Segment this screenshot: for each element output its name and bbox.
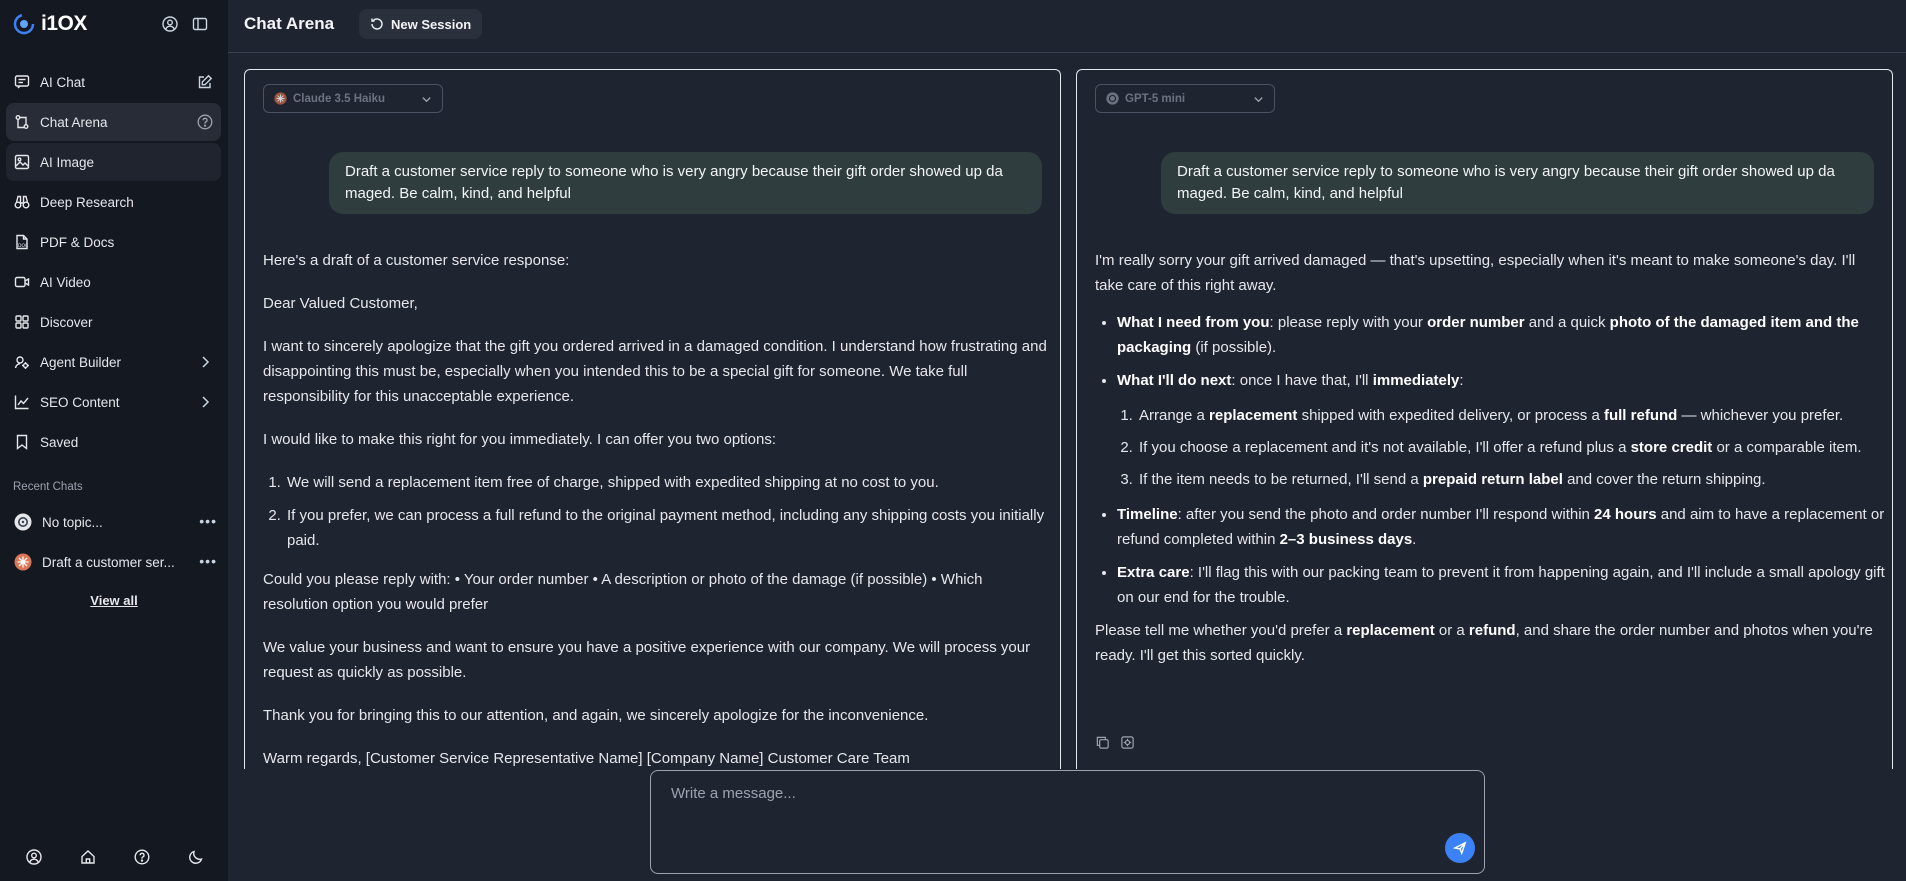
- bold-label: What I'll do next: [1117, 372, 1232, 389]
- message-paragraph: Thank you for bringing this to our attention, and again, we sincerely apologize for the inconvenience.: [263, 707, 929, 724]
- message-paragraph: I'm really sorry your gift arrived damaged — that's upsetting, especially when it's meant to make someone's day. I'll take care of this right away.: [1095, 252, 1856, 294]
- settings-icon[interactable]: [1120, 735, 1135, 750]
- model-selector[interactable]: [1095, 84, 1275, 113]
- list-item: [1137, 435, 1885, 460]
- bold-text: prepaid return label: [1422, 471, 1563, 488]
- message-paragraph: Could you please reply with: • Your order number • A description or photo of the damage (if possible) • Which resolution option you would prefer: [263, 571, 983, 613]
- bold-text: replacement: [1346, 622, 1435, 639]
- brand[interactable]: [13, 12, 87, 36]
- sidebar-item-chat-arena[interactable]: [6, 103, 221, 141]
- text: If you choose a replacement and it's not available, I'll offer a refund plus a: [1139, 439, 1631, 456]
- text: Please tell me whether you'd prefer a: [1095, 622, 1347, 639]
- text: , and share the order number and photos when you're ready. I'll get this sorted quickly.: [1095, 622, 1873, 664]
- sidebar-item-agent-builder[interactable]: [6, 343, 221, 381]
- new-session-label: New Session: [391, 16, 472, 32]
- chat-icon: [14, 74, 30, 90]
- list-item: 1. We will send a replacement item free of charge, shipped with expedited shipping at no cost to you.: [285, 470, 1048, 495]
- text: : once I have that, I'll: [1231, 372, 1373, 389]
- text: Arrange a: [1139, 407, 1210, 424]
- assistant-message: [1095, 248, 1885, 686]
- sidebar-item-label: Chat Arena: [40, 114, 108, 130]
- bold-text: 24 hours: [1594, 506, 1657, 523]
- text: or a: [1434, 622, 1469, 639]
- sidebar-toggle-icon[interactable]: [192, 16, 208, 32]
- page-title: Chat Arena: [244, 14, 335, 33]
- list-item: [1117, 310, 1885, 360]
- help-icon[interactable]: [197, 114, 213, 130]
- bold-text: store credit: [1630, 439, 1713, 456]
- message-paragraph: Dear Valued Customer,: [263, 295, 418, 312]
- message-paragraph: Warm regards, [Customer Service Representative Name] [Company Name] Customer Care Team: [263, 750, 910, 767]
- options-list: [263, 470, 1048, 553]
- message-paragraph: I want to sincerely apologize that the gift you ordered arrived in a damaged condition. I understand how frustrating and disappointing this must be, especially when you intended this to be a special gift for someone. We take full responsibility for this unacceptable experience.: [263, 338, 1047, 405]
- text: shipped with expedited delivery, or process a: [1297, 407, 1604, 424]
- grid-icon: [14, 314, 30, 330]
- view-all-link[interactable]: View all: [90, 593, 138, 608]
- message-paragraph: [1095, 618, 1885, 668]
- more-icon[interactable]: •••: [199, 513, 217, 529]
- message-paragraph: I would like to make this right for you immediately. I can offer you two options:: [263, 431, 777, 448]
- bold-label: Extra care: [1117, 564, 1190, 581]
- message-paragraph: We value your business and want to ensure you have a positive experience with our company. We will process your request as quickly as possible.: [263, 639, 1031, 681]
- claude-icon: [274, 92, 287, 105]
- sidebar-item-label: AI Video: [40, 274, 91, 290]
- text: :: [1459, 372, 1464, 389]
- bookmark-icon: [14, 434, 30, 450]
- list-item: [1137, 403, 1885, 428]
- bold-text: order number: [1427, 314, 1525, 331]
- openai-icon: [14, 513, 32, 531]
- agent-icon: [14, 354, 30, 370]
- brand-name: i1OX: [41, 12, 87, 35]
- message-paragraph: Here's a draft of a customer service response:: [263, 252, 570, 269]
- text: If the item needs to be returned, I'll send a: [1139, 471, 1423, 488]
- binoculars-icon: [14, 194, 30, 210]
- steps-list: [1117, 403, 1885, 492]
- bullet-list: [1095, 310, 1885, 610]
- list-item: [1117, 560, 1885, 610]
- sidebar-item-deep-research[interactable]: [6, 183, 221, 221]
- copy-icon[interactable]: [1095, 735, 1110, 750]
- sidebar: [0, 0, 228, 881]
- recent-chat-item[interactable]: [6, 542, 221, 582]
- text: and aim to have a replacement or refund completed within: [1117, 506, 1885, 548]
- sidebar-item-ai-chat[interactable]: [6, 63, 221, 101]
- recent-chat-item[interactable]: [6, 502, 221, 542]
- user-message: Draft a customer service reply to someone who is very angry because their gift order showed up da maged. Be calm, kind, and helpful: [1161, 152, 1874, 214]
- sidebar-item-ai-image[interactable]: [6, 143, 221, 181]
- chevron-right-icon: [197, 394, 213, 410]
- image-icon: [14, 154, 30, 170]
- refresh-icon: [370, 17, 384, 31]
- assistant-message: [263, 248, 1048, 769]
- sidebar-item-label: SEO Content: [40, 394, 120, 410]
- chevron-down-icon: [1253, 94, 1264, 105]
- message-composer: [650, 770, 1485, 874]
- bold-text: photo of the damaged item and the packaging: [1117, 314, 1859, 356]
- user-message: Draft a customer service reply to someone who is very angry because their gift order showed up da maged. Be calm, kind, and helpful: [329, 152, 1042, 214]
- home-icon[interactable]: [80, 849, 96, 865]
- send-button[interactable]: [1445, 833, 1475, 863]
- top-bar: [228, 0, 1906, 53]
- text: : after you send the photo and order number I'll respond within: [1177, 506, 1595, 523]
- text: — whichever you prefer.: [1677, 407, 1844, 424]
- openai-icon: [1106, 92, 1119, 105]
- sidebar-item-seo-content[interactable]: [6, 383, 221, 421]
- list-item: [1137, 467, 1885, 492]
- model-name: GPT-5 mini: [1125, 92, 1186, 105]
- recent-chats-heading: Recent Chats: [13, 481, 83, 493]
- logo-icon: [13, 13, 35, 35]
- bold-text: full refund: [1603, 407, 1678, 424]
- profile-icon[interactable]: [26, 849, 42, 865]
- send-icon: [1453, 841, 1467, 855]
- text: or a comparable item.: [1712, 439, 1862, 456]
- moon-icon[interactable]: [188, 849, 204, 865]
- bold-text: 2–3 business days: [1279, 531, 1413, 548]
- recent-chats: [6, 502, 221, 582]
- list-item: 2. If you prefer, we can process a full refund to the original payment method, including any shipping costs you initially paid.: [285, 503, 1048, 553]
- recent-chat-label: No topic...: [42, 514, 103, 530]
- sidebar-item-saved[interactable]: [6, 423, 221, 461]
- sidebar-item-label: AI Image: [40, 154, 95, 170]
- text: .: [1412, 531, 1417, 548]
- arena-panel-right: [1076, 69, 1893, 769]
- help-icon[interactable]: [134, 849, 150, 865]
- list-item: [1117, 368, 1885, 492]
- chevron-down-icon: [421, 94, 432, 105]
- text: and cover the return shipping.: [1562, 471, 1766, 488]
- sidebar-item-discover[interactable]: [6, 303, 221, 341]
- bold-text: replacement: [1209, 407, 1298, 424]
- sidebar-item-pdf-docs[interactable]: [6, 223, 221, 261]
- edit-icon[interactable]: [197, 74, 213, 90]
- message-input[interactable]: [671, 785, 1451, 802]
- bold-text: refund: [1468, 622, 1516, 639]
- bold-text: immediately: [1372, 372, 1460, 389]
- svg-text:DOC: DOC: [18, 244, 29, 249]
- text: and a quick: [1524, 314, 1610, 331]
- message-actions: [1095, 735, 1135, 750]
- chart-icon: [14, 394, 30, 410]
- recent-chat-label: Draft a customer ser...: [42, 554, 175, 570]
- claude-icon: [14, 553, 32, 571]
- sidebar-nav: [6, 63, 221, 463]
- text: : I'll flag this with our packing team to prevent it from happening again, and I'll include a small apology gift on our end for the trouble.: [1117, 564, 1885, 606]
- account-icon[interactable]: [162, 16, 178, 32]
- sidebar-item-label: Discover: [40, 314, 93, 330]
- sidebar-item-label: Saved: [40, 434, 79, 450]
- sidebar-item-label: Agent Builder: [40, 354, 122, 370]
- doc-icon: [14, 234, 30, 250]
- bold-label: Timeline: [1117, 506, 1178, 523]
- sidebar-item-label: AI Chat: [40, 74, 86, 90]
- model-name: Claude 3.5 Haiku: [293, 92, 386, 105]
- video-icon: [14, 274, 30, 290]
- sidebar-item-label: PDF & Docs: [40, 234, 115, 250]
- arena-panel-left: [244, 69, 1061, 769]
- sidebar-item-label: Deep Research: [40, 194, 134, 210]
- bold-label: What I need from you: [1117, 314, 1270, 331]
- more-icon[interactable]: •••: [199, 553, 217, 569]
- text: (if possible).: [1191, 339, 1277, 356]
- chevron-right-icon: [197, 354, 213, 370]
- sidebar-item-ai-video[interactable]: [6, 263, 221, 301]
- list-item: [1117, 502, 1885, 552]
- new-session-button[interactable]: [359, 9, 482, 39]
- arena-icon: [14, 114, 30, 130]
- model-selector[interactable]: [263, 84, 443, 113]
- text: : please reply with your: [1269, 314, 1428, 331]
